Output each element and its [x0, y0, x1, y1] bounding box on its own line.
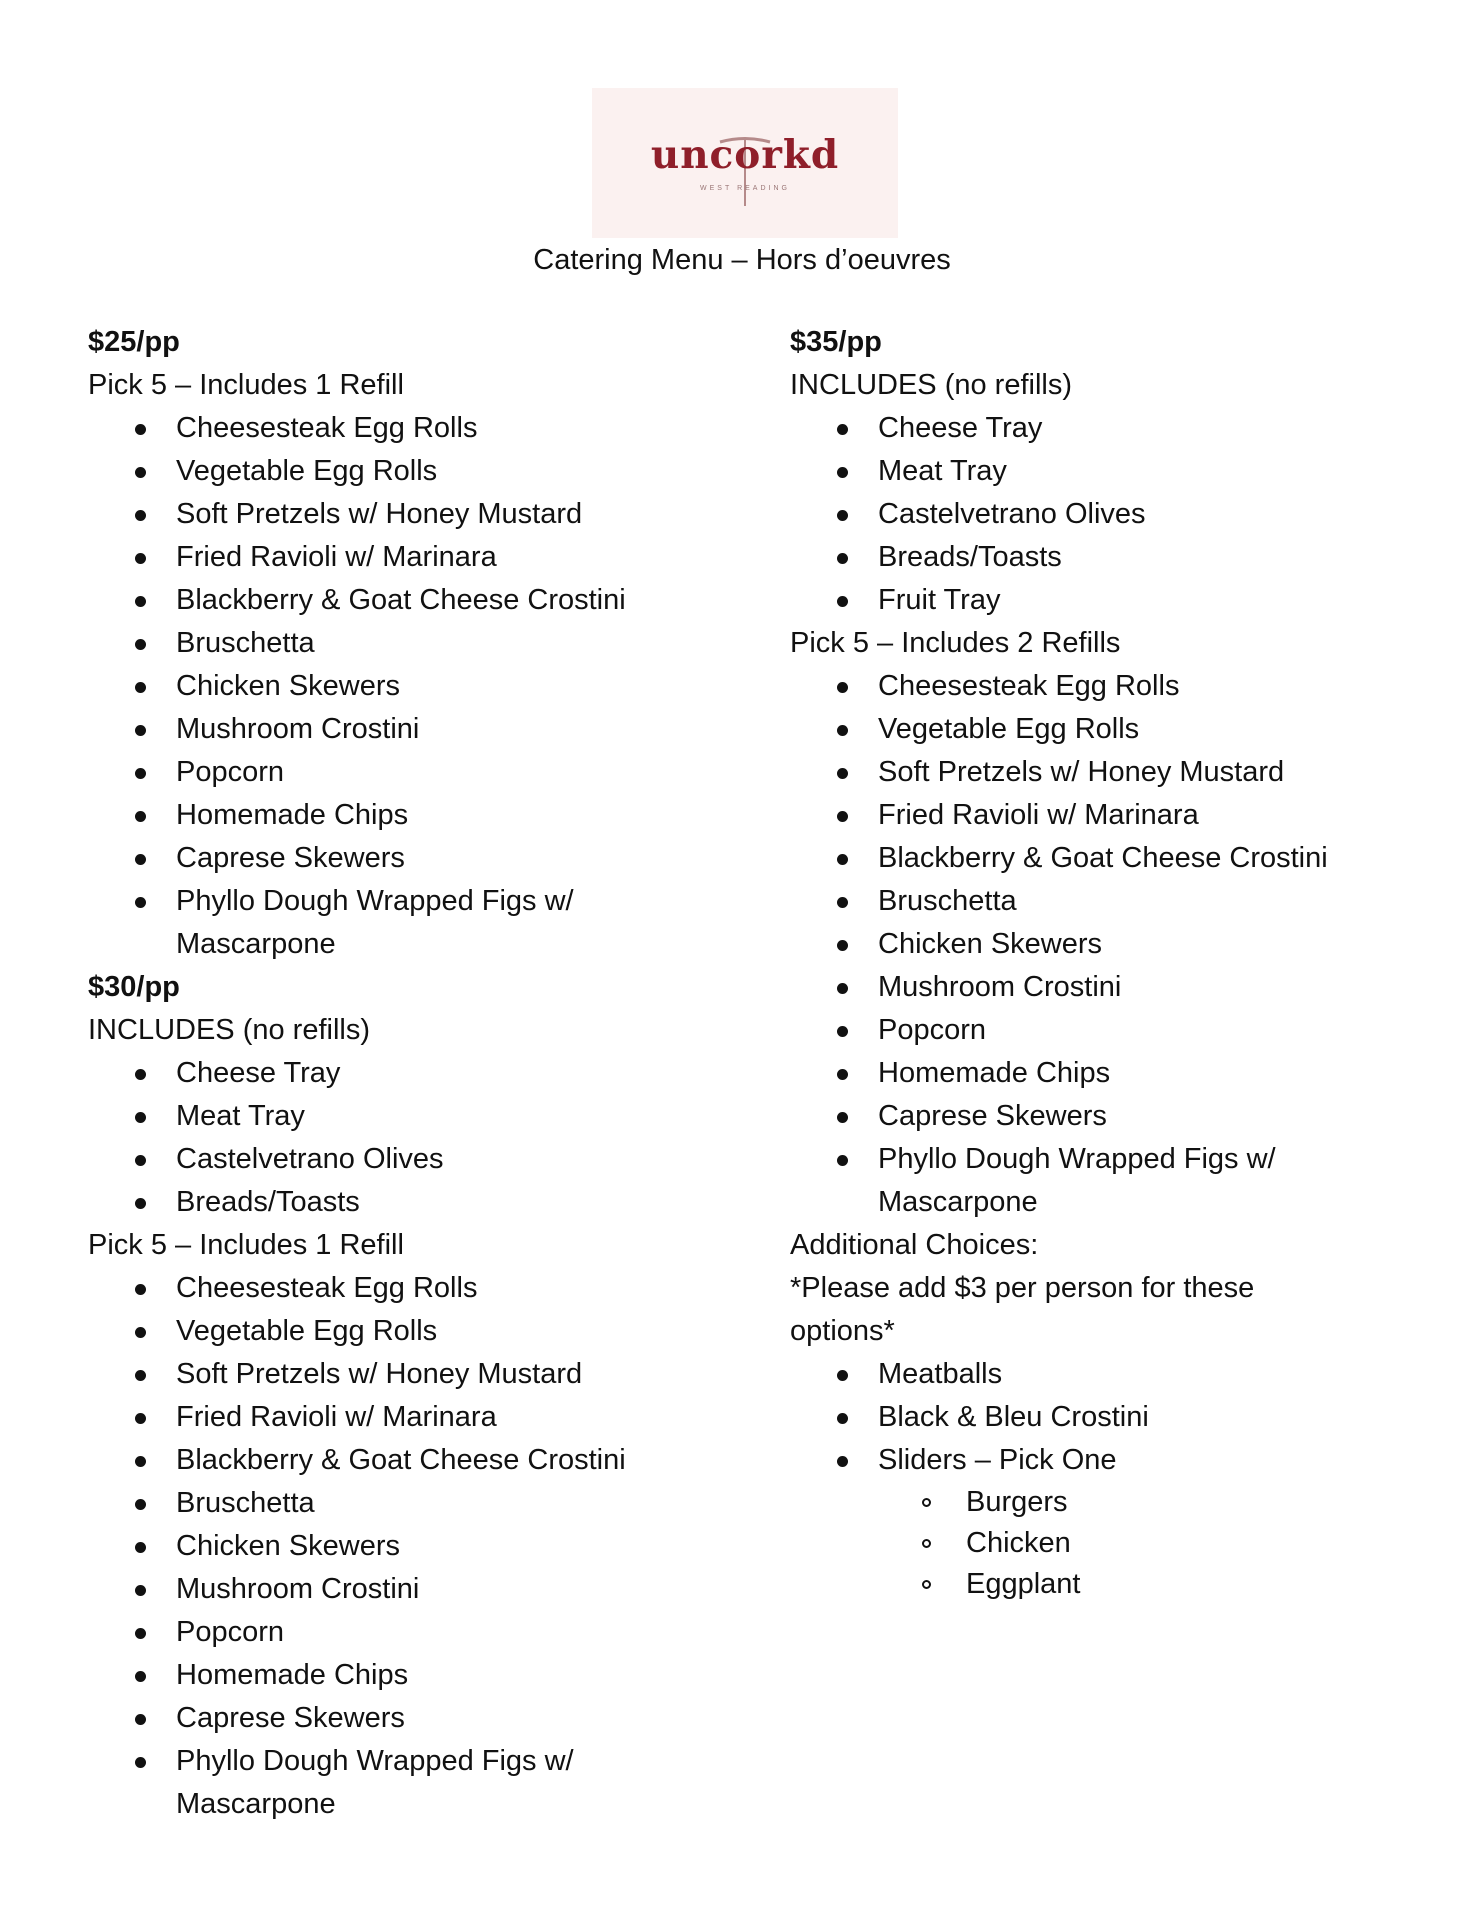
list-item: Soft Pretzels w/ Honey Mustard: [88, 1353, 688, 1396]
includes-label-30: INCLUDES (no refills): [88, 1014, 370, 1046]
bullet-icon: [837, 1069, 848, 1080]
bullet-icon: [135, 897, 146, 908]
pick-label-25: Pick 5 – Includes 1 Refill: [88, 369, 404, 401]
includes-list-35: [790, 407, 1410, 622]
slider-options-list: [790, 1482, 1410, 1605]
list-item: Blackberry & Goat Cheese Crostini: [790, 837, 1410, 880]
uncorkd-logo: [592, 88, 898, 238]
pick-label-30: Pick 5 – Includes 1 Refill: [88, 1229, 404, 1261]
bullet-icon: [837, 1155, 848, 1166]
list-item: Soft Pretzels w/ Honey Mustard: [790, 751, 1410, 794]
list-item: Chicken Skewers: [790, 923, 1410, 966]
bullet-icon: [135, 1370, 146, 1381]
bullet-icon: [837, 811, 848, 822]
list-item: Fried Ravioli w/ Marinara: [88, 1396, 688, 1439]
bullet-icon: [135, 725, 146, 736]
circle-bullet-icon: [922, 1580, 931, 1589]
bullet-icon: [135, 682, 146, 693]
bullet-icon: [837, 1413, 848, 1424]
bullet-icon: [135, 768, 146, 779]
bullet-icon: [135, 424, 146, 435]
list-item: Cheesesteak Egg Rolls: [790, 665, 1410, 708]
list-item: Cheese Tray: [790, 407, 1410, 450]
list-item: Phyllo Dough Wrapped Figs w/ Mascarpone: [88, 880, 606, 966]
list-item: Homemade Chips: [790, 1052, 1410, 1095]
bullet-icon: [837, 1112, 848, 1123]
list-item: Caprese Skewers: [790, 1095, 1410, 1138]
bullet-icon: [837, 1370, 848, 1381]
list-item: Popcorn: [88, 1611, 688, 1654]
bullet-icon: [135, 639, 146, 650]
list-item: Cheese Tray: [88, 1052, 688, 1095]
additional-list: [790, 1353, 1410, 1482]
bullet-icon: [135, 553, 146, 564]
list-item: Bruschetta: [790, 880, 1410, 923]
bullet-icon: [135, 854, 146, 865]
list-item: Chicken Skewers: [88, 1525, 688, 1568]
bullet-icon: [837, 1456, 848, 1467]
list-item: Blackberry & Goat Cheese Crostini: [88, 1439, 688, 1482]
list-item: Eggplant: [790, 1564, 1410, 1605]
bullet-icon: [837, 725, 848, 736]
bullet-icon: [135, 1714, 146, 1725]
list-item: Meatballs: [790, 1353, 1410, 1396]
bullet-icon: [135, 467, 146, 478]
right-column: [790, 321, 1410, 1605]
logo-wordmark: uncorkd: [650, 132, 840, 178]
circle-bullet-icon: [922, 1539, 931, 1548]
list-item: Mushroom Crostini: [88, 708, 688, 751]
list-item: Popcorn: [88, 751, 688, 794]
bullet-icon: [135, 1671, 146, 1682]
additional-note-line1: *Please add $3 per person for these: [790, 1272, 1255, 1304]
bullet-icon: [135, 1542, 146, 1553]
list-item: Caprese Skewers: [88, 837, 688, 880]
list-item: Chicken: [790, 1523, 1410, 1564]
bullet-icon: [837, 424, 848, 435]
list-item: Breads/Toasts: [88, 1181, 688, 1224]
logo-subtitle: WEST READING: [700, 185, 790, 192]
circle-bullet-icon: [922, 1498, 931, 1507]
bullet-icon: [837, 510, 848, 521]
bullet-icon: [135, 596, 146, 607]
bullet-icon: [135, 1628, 146, 1639]
bullet-icon: [837, 854, 848, 865]
list-item: Vegetable Egg Rolls: [88, 450, 688, 493]
bullet-icon: [135, 1327, 146, 1338]
price-25: $25/pp: [88, 326, 180, 358]
bullet-icon: [135, 811, 146, 822]
bullet-icon: [135, 1585, 146, 1596]
additional-note-line2: options*: [790, 1315, 895, 1347]
bullet-icon: [837, 1026, 848, 1037]
list-item: Mushroom Crostini: [88, 1568, 688, 1611]
list-item: Blackberry & Goat Cheese Crostini: [88, 579, 688, 622]
list-item: Bruschetta: [88, 622, 688, 665]
list-item: Popcorn: [790, 1009, 1410, 1052]
bullet-icon: [135, 1757, 146, 1768]
list-item: Chicken Skewers: [88, 665, 688, 708]
list-item: Cheesesteak Egg Rolls: [88, 407, 688, 450]
list-item: Breads/Toasts: [790, 536, 1410, 579]
bullet-icon: [135, 510, 146, 521]
list-item: Homemade Chips: [88, 1654, 688, 1697]
bullet-icon: [837, 897, 848, 908]
bullet-icon: [135, 1198, 146, 1209]
list-item: Fried Ravioli w/ Marinara: [790, 794, 1410, 837]
additional-label: Additional Choices:: [790, 1229, 1039, 1261]
bullet-icon: [135, 1456, 146, 1467]
left-column: [88, 321, 688, 1826]
pick-list-35: [790, 665, 1410, 1224]
includes-list-30: [88, 1052, 688, 1224]
bullet-icon: [837, 940, 848, 951]
list-item: Burgers: [790, 1482, 1410, 1523]
list-item: Caprese Skewers: [88, 1697, 688, 1740]
list-item: Soft Pretzels w/ Honey Mustard: [88, 493, 688, 536]
list-item: Castelvetrano Olives: [88, 1138, 688, 1181]
includes-label-35: INCLUDES (no refills): [790, 369, 1072, 401]
list-item: Vegetable Egg Rolls: [790, 708, 1410, 751]
bullet-icon: [135, 1499, 146, 1510]
bullet-icon: [135, 1112, 146, 1123]
bullet-icon: [837, 553, 848, 564]
list-item: Phyllo Dough Wrapped Figs w/ Mascarpone: [790, 1138, 1308, 1224]
list-item: Meat Tray: [790, 450, 1410, 493]
list-item: Vegetable Egg Rolls: [88, 1310, 688, 1353]
list-item: Mushroom Crostini: [790, 966, 1410, 1009]
list-item: Homemade Chips: [88, 794, 688, 837]
page-title: Catering Menu – Hors d’oeuvres: [533, 244, 951, 276]
pick-list-25: [88, 407, 688, 966]
bullet-icon: [135, 1284, 146, 1295]
list-item: Cheesesteak Egg Rolls: [88, 1267, 688, 1310]
list-item: Sliders – Pick One: [790, 1439, 1410, 1482]
list-item: Castelvetrano Olives: [790, 493, 1410, 536]
bullet-icon: [135, 1413, 146, 1424]
list-item: Fried Ravioli w/ Marinara: [88, 536, 688, 579]
bullet-icon: [135, 1155, 146, 1166]
bullet-icon: [837, 682, 848, 693]
bullet-icon: [837, 467, 848, 478]
bullet-icon: [135, 1069, 146, 1080]
pick-label-35: Pick 5 – Includes 2 Refills: [790, 627, 1121, 659]
pick-list-30: [88, 1267, 688, 1826]
list-item: Bruschetta: [88, 1482, 688, 1525]
bullet-icon: [837, 983, 848, 994]
price-30: $30/pp: [88, 971, 180, 1003]
list-item: Phyllo Dough Wrapped Figs w/ Mascarpone: [88, 1740, 606, 1826]
list-item: Fruit Tray: [790, 579, 1410, 622]
bullet-icon: [837, 596, 848, 607]
price-35: $35/pp: [790, 326, 882, 358]
bullet-icon: [837, 768, 848, 779]
list-item: Black & Bleu Crostini: [790, 1396, 1410, 1439]
list-item: Meat Tray: [88, 1095, 688, 1138]
